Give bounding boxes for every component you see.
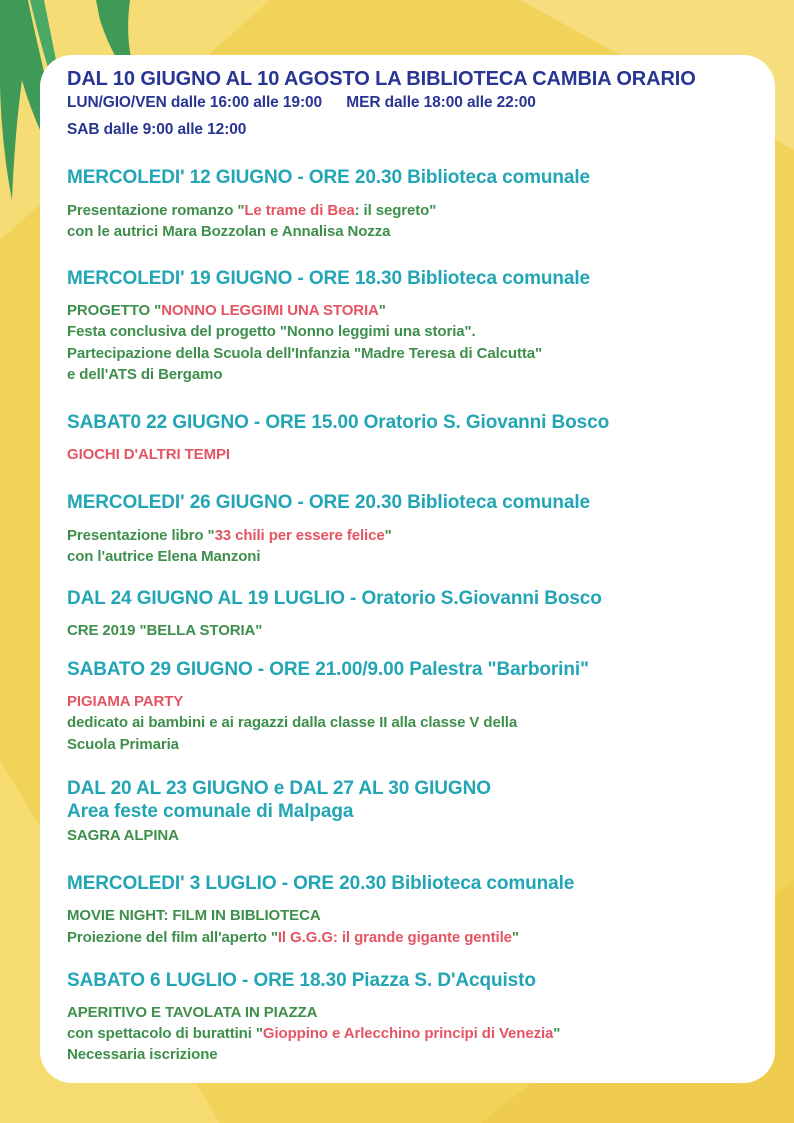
event-heading: DAL 24 GIUGNO AL 19 LUGLIO - Oratorio S.Giovanni Bosco	[67, 588, 602, 609]
event-detail: MOVIE NIGHT: FILM IN BIBLIOTECA	[67, 907, 321, 924]
event-detail: PROGETTO "NONNO LEGGIMI UNA STORIA"	[67, 302, 386, 319]
event-highlight: NONNO LEGGIMI UNA STORIA	[161, 302, 379, 319]
event-detail: dedicato ai bambini e ai ragazzi dalla classe II alla classe V della	[67, 714, 518, 731]
schedule-title: DAL 10 GIUGNO AL 10 AGOSTO LA BIBLIOTECA CAMBIA ORARIO	[67, 68, 696, 90]
event-detail: Proiezione del film all'aperto "Il G.G.G: il grande gigante gentile"	[67, 929, 519, 946]
hours-sab: SAB dalle 9:00 alle 12:00	[67, 121, 247, 138]
event-heading: MERCOLEDI' 12 GIUGNO - ORE 20.30 Biblioteca comunale	[67, 167, 590, 188]
event-detail: SAGRA ALPINA	[67, 827, 179, 844]
event-detail: Partecipazione della Scuola dell'Infanzia "Madre Teresa di Calcutta"	[67, 345, 543, 362]
event-heading: SABATO 29 GIUGNO - ORE 21.00/9.00 Palestra "Barborini"	[67, 659, 589, 680]
event-heading: MERCOLEDI' 19 GIUGNO - ORE 18.30 Biblioteca comunale	[67, 268, 590, 289]
event-highlight: Le trame di Bea	[244, 202, 355, 219]
event-heading: SABATO 6 LUGLIO - ORE 18.30 Piazza S. D'Acquisto	[67, 970, 536, 991]
event-heading: SABAT0 22 GIUGNO - ORE 15.00 Oratorio S. Giovanni Bosco	[67, 412, 610, 433]
event-highlight: Gioppino e Arlecchino principi di Venezia	[262, 1025, 554, 1042]
hours-lun-gio-ven: LUN/GIO/VEN dalle 16:00 alle 19:00	[67, 94, 323, 111]
event-detail: con l'autrice Elena Manzoni	[67, 548, 261, 565]
event-heading-location: Area feste comunale di Malpaga	[67, 801, 354, 822]
event-detail: Presentazione romanzo "Le trame di Bea: il segreto"	[67, 202, 437, 219]
event-detail: APERITIVO E TAVOLATA IN PIAZZA	[67, 1004, 318, 1021]
hours-mer: MER dalle 18:00 alle 22:00	[346, 94, 536, 111]
event-detail: Presentazione libro "33 chili per essere felice"	[67, 527, 392, 544]
event-detail: con spettacolo di burattini "Gioppino e Arlecchino principi di Venezia"	[67, 1025, 561, 1042]
event-heading: MERCOLEDI' 3 LUGLIO - ORE 20.30 Biblioteca comunale	[67, 873, 575, 894]
event-detail: Necessaria iscrizione	[67, 1046, 218, 1063]
event-highlight: GIOCHI D'ALTRI TEMPI	[67, 446, 230, 463]
event-detail: CRE 2019 "BELLA STORIA"	[67, 622, 263, 639]
event-detail: con le autrici Mara Bozzolan e Annalisa Nozza	[67, 223, 391, 240]
schedule-hours-weekdays	[67, 94, 536, 112]
event-heading: DAL 20 AL 23 GIUGNO e DAL 27 AL 30 GIUGNO	[67, 778, 491, 799]
event-highlight: PIGIAMA PARTY	[67, 693, 184, 710]
event-detail: e dell'ATS di Bergamo	[67, 366, 223, 383]
event-highlight: 33 chili per essere felice	[214, 527, 385, 544]
event-highlight: Il G.G.G: il grande gigante gentile	[277, 929, 512, 946]
event-heading: MERCOLEDI' 26 GIUGNO - ORE 20.30 Biblioteca comunale	[67, 492, 590, 513]
event-detail: Scuola Primaria	[67, 736, 179, 753]
event-detail: Festa conclusiva del progetto "Nonno leggimi una storia".	[67, 323, 476, 340]
